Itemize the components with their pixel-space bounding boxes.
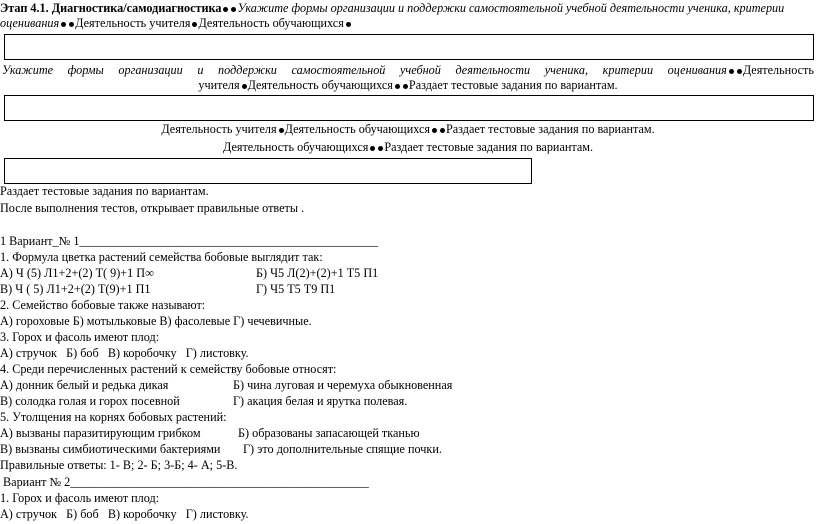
bullet-dot-icon [395,84,400,89]
question: 2. Семейство бобовые также называют: [0,298,206,312]
bullet-dot-icon [440,128,445,133]
student-activity-label: Деятельность обучающихся [198,16,344,30]
word: и [197,63,204,77]
bullet-dot-icon [729,69,734,74]
answer-option: В) Ч ( 5) Л1+2+(2) Т(9)+1 П1 [0,282,151,296]
teacher-label: учителя [198,78,240,92]
bullet-dot-icon [378,146,383,151]
empty-field-box-1 [4,34,814,60]
bullet-dot-icon [346,22,351,27]
distributes-tests-text: Раздает тестовые задания по вариантам. [384,140,594,154]
bullet-dot-icon [61,22,66,27]
answer-option: А) стручок Б) боб В) коробочку Г) листовку. [0,507,249,521]
answer-option: А) стручок Б) боб В) коробочку Г) листовку. [0,346,249,360]
stage-title: Этап 4.1. Диагностика/самодиагностика [0,1,222,15]
question: 1. Горох и фасоль имеют плод: [0,491,160,505]
answer-option: Б) Ч5 Л(2)+(2)+1 Т5 П1 [256,266,379,280]
word: Деятельность [742,63,814,77]
variant-heading: 1 Вариант_№ 1_________________________________________________ [0,234,379,248]
task-criteria: оценивания [0,16,60,30]
answer-option: Г) Ч5 Т5 Т9 П1 [256,282,336,296]
answer-option: Б) образованы запасающей тканью [238,426,420,440]
answer-option: Г) это дополнительные спящие почки. [243,442,442,456]
bullet-dot-icon [231,7,236,12]
word: оценивания [667,63,727,77]
word: поддержки [218,63,277,77]
word: Укажите [2,63,54,77]
bullet-dot-icon [242,84,247,89]
bullet-dot-icon [403,84,408,89]
question: 4. Среди перечисленных растений к семейству бобовые относят: [0,362,337,376]
question: 3. Горох и фасоль имеют плод: [0,330,160,344]
block2-line2 [0,78,816,93]
answer-option: А) Ч (5) Л1+2+(2) Т( 9)+1 П∞ [0,266,154,280]
task-text-line2 [0,16,352,31]
student-label: Деятельность обучающихся [222,140,369,154]
stage-heading [0,1,784,16]
question: 1. Формула цветка растений семейства бобовые выглядит так: [0,250,323,264]
student-label: Деятельность обучающихся [247,78,393,92]
answer-option: В) солодка голая и горох посевной [0,394,180,408]
teacher-activity-label: Деятельность учителя [75,16,191,30]
paragraph: После выполнения тестов, открывает правильные ответы . [0,201,305,215]
word: самостоятельной [291,63,386,77]
bullet-dot-icon [279,128,284,133]
word: критерии [602,63,654,77]
empty-field-box-2 [4,95,814,121]
paragraph: Раздает тестовые задания по вариантам. [0,184,209,198]
answer-option: А) вызваны паразитирующим грибком [0,426,201,440]
answer-option: В) вызваны симбиотическими бактериями [0,442,221,456]
bullet-dot-icon [737,69,742,74]
answer-option: Б) чина луговая и черемуха обыкновенная [233,378,453,392]
word: деятельности [455,63,531,77]
distributes-tests-text: Раздает тестовые задания по вариантам. [445,122,655,136]
empty-field-box-3 [4,158,532,184]
bullet-dot-icon [192,22,197,27]
answer-option: А) донник белый и редька дикая [0,378,169,392]
question: 5. Утолщения на корнях бобовых растений: [0,410,227,424]
bullet-dot-icon [223,7,228,12]
word: формы [67,63,104,77]
answer-option: А) гороховые Б) мотыльковые В) фасолевые Г) чечевичные. [0,314,312,328]
word: ученика, [544,63,589,77]
task-text-line1: Укажите формы организации и поддержки самостоятельной учебной деятельности ученика, критерии [237,1,785,15]
word: учебной [400,63,441,77]
word-group [668,63,814,78]
student-label: Деятельность обучающихся [284,122,430,136]
correct-answers: Правильные ответы: 1- В; 2- Б; 3-Б; 4- А; 5-В. [0,458,238,472]
block2-line1 [0,63,816,78]
bullet-dot-icon [69,22,74,27]
block3-line2 [0,140,816,155]
teacher-label: Деятельность учителя [161,122,277,136]
answer-option: Г) акация белая и ярутка полевая. [233,394,408,408]
word: организации [118,63,183,77]
bullet-dot-icon [370,146,375,151]
block3-line1 [0,122,816,137]
variant-heading: Вариант № 2_________________________________________________ [0,475,369,489]
distributes-tests-text: Раздает тестовые задания по вариантам. [408,78,618,92]
bullet-dot-icon [432,128,437,133]
